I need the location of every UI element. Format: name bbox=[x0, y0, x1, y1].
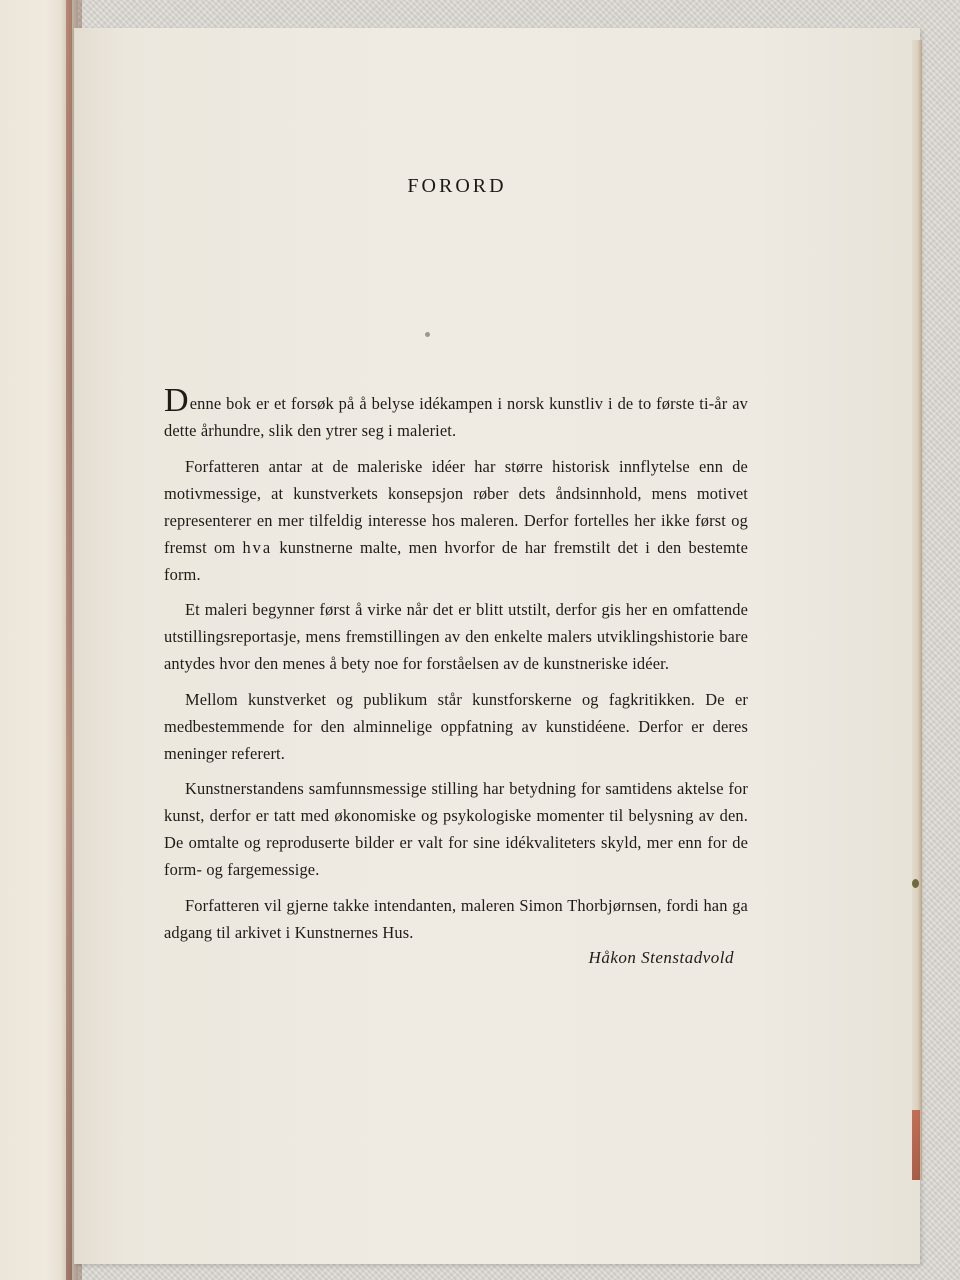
paragraph-6-text: Forfatteren vil gjerne takke intendanten, maleren Simon Thorbjørnsen, fordi han ga adgang til arkivet i Kunstnernes Hus. bbox=[164, 895, 748, 942]
cover-edge bbox=[912, 1110, 920, 1180]
paragraph-2-text: Forfatteren antar at de maleriske idéer har større historisk innflytelse enn de motivmessige, at kunstverkets konsepsjon røber dets åndsinnhold, mens motivet representerer en mer tilfeldig interesse hos maleren. Derfor fortelles her ikke først og fremst om bbox=[164, 456, 748, 557]
page-title: FORORD bbox=[407, 175, 507, 197]
paragraph-4-text: Mellom kunstverket og publikum står kunstforskerne og fagkritikken. De er medbestemmende for den alminnelige oppfatning av kunstidéene. Derfor er deres meninger referert. bbox=[164, 689, 748, 763]
paragraph-2 bbox=[164, 453, 748, 588]
paragraph-6 bbox=[164, 892, 748, 946]
paper-speck bbox=[912, 879, 919, 888]
paper-dot bbox=[425, 332, 430, 337]
paragraph-2-text-end: kunstnerne malte, men hvorfor de har fremstilt det i den bestemte form. bbox=[164, 537, 749, 584]
paragraph-3 bbox=[164, 596, 748, 677]
paragraph-5-text: Kunstnerstandens samfunnsmessige stilling har betydning for samtidens aktelse for kunst, derfor er tatt med økonomiske og psykologiske momenter til belysning av den. De omtalte og reproduserte bilder er valt for sine idékvaliteters skyld, mer enn for de form- og fargemessige. bbox=[164, 779, 748, 879]
page-stack-edge bbox=[912, 40, 922, 1180]
foreword-text bbox=[164, 382, 749, 954]
emphasis-hva: hva bbox=[242, 537, 273, 557]
paragraph-5 bbox=[164, 775, 748, 883]
paragraph-1 bbox=[164, 382, 748, 444]
paragraph-4 bbox=[164, 686, 748, 767]
paragraph-3-text: Et maleri begynner først å virke når det er blitt utstilt, derfor gis her en omfattende utstillingsreportasje, mens fremstillingen av den enkelte malers utviklingshistorie bare antydes hvor den menes å bety noe for forståelsen av de kunstneriske idéer. bbox=[164, 600, 748, 673]
author-signature: Håkon Stenstadvold bbox=[588, 948, 734, 967]
drop-cap: D bbox=[164, 382, 189, 419]
paragraph-1-text: enne bok er et forsøk på å belyse idékampen i norsk kunstliv i de to første ti-år av dette århundre, slik den ytrer seg i maleriet. bbox=[164, 394, 748, 440]
